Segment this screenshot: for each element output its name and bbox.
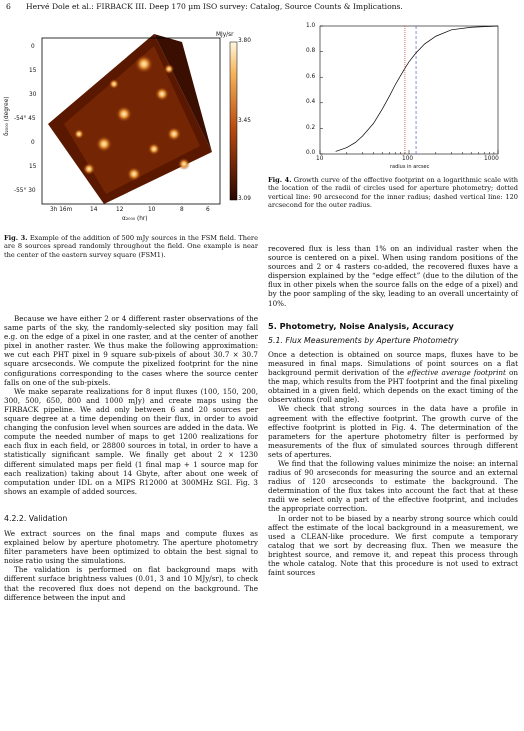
fig3-colorbar-tick: 3.45 xyxy=(238,118,251,124)
fig3-x-tick: 14 xyxy=(90,207,98,213)
fig3-y-tick: 30 xyxy=(29,92,37,98)
running-title: Hervé Dole et al.: FIRBACK III. Deep 170 µm ISO survey: Catalog, Source Counts & Implications. xyxy=(26,2,403,11)
figure-3 xyxy=(4,24,258,224)
fig4-x-tick: 1000 xyxy=(484,156,499,162)
fig3-colorbar-title: MJy/sr xyxy=(216,32,234,38)
fig4-caption-text: Growth curve of the effective footprint on a logarithmic scale with the location of the radii of circles used for aperture photometry; dotted vertical line: 90 arcsecond for the inner radius; dashed vertical line: 120 arcsecond for the outer radius. xyxy=(268,176,518,209)
fig4-caption xyxy=(268,176,518,209)
text-run: on the map, which results from the PHT footprint and the final pixeling obtained in a given field, which depends on the exact timing of the observations (roll angle). xyxy=(268,368,518,405)
paragraph: recovered flux is less than 1% on an individual raster when the source is centered on a pixel. When using random positions of the sources and 2 or 4 rasters co-added, the recovered fluxes have a dispersion explained by the “edge effect” (due to the dilution of the flux in other pixels when the source falls on the edge of a pixel) and by the poor sampling of the sky, leading to an overall uncertainty of 10%. xyxy=(268,244,518,308)
fig3-x-tick: 3h 16m xyxy=(50,207,73,213)
fig4-y-tick: 0.8 xyxy=(306,48,316,54)
paragraph: We find that the following values minimize the noise: an internal radius of 90 arcseconds for measuring the source and an external radius of 120 arcseconds to estimate the background. The determination of the flux takes into account the fact that at these radii we select only a part of the effective footprint, and includes the appropriate correction. xyxy=(268,458,518,514)
fig4-y-tick: 1.0 xyxy=(306,23,316,29)
section-heading-5-1: 5.1. Flux Measurements by Aperture Photometry xyxy=(268,335,459,345)
fig3-colorbar-tick: 3.80 xyxy=(238,38,251,44)
emphasis: effective average footprint xyxy=(407,368,506,378)
paragraph: Because we have either 2 or 4 different raster observations of the same parts of the sky, the randomly-selected sky position may fall e.g. on the edge of a pixel in one raster, and at the center of another pixel in another raster. We thus make the following approximation: we cut each PHT pixel in 9 square sub-pixels of about 30.7 × 30.7 square arcseconds. We compute the pixelized footprint for the nine configurations corresponding to the cases where the source center falls on one of the sub-pixels. xyxy=(4,314,258,387)
fig3-map xyxy=(4,24,258,224)
fig3-x-tick: 10 xyxy=(148,207,156,213)
fig3-y-tick: 15 xyxy=(29,68,37,74)
fig4-chart xyxy=(306,22,502,172)
right-column xyxy=(268,244,518,577)
fig4-x-tick: 100 xyxy=(402,156,414,162)
fig4-y-tick: 0.0 xyxy=(306,150,316,156)
fig4-y-tick: 0.6 xyxy=(306,74,316,80)
fig3-x-tick: 12 xyxy=(116,207,124,213)
section-heading-validation: 4.2.2. Validation xyxy=(4,513,68,523)
section-heading-5: 5. Photometry, Noise Analysis, Accuracy xyxy=(268,320,454,331)
fig4-y-tick: 0.2 xyxy=(306,125,316,131)
left-column xyxy=(4,314,258,602)
fig4-growth-curve xyxy=(336,26,498,151)
fig3-caption-text: Example of the addition of 500 mJy sources in the FSM field. There are 8 sources spread randomly throughout the field. One example is near the center of the eastern survey square (FSM1). xyxy=(4,234,258,259)
fig3-y-tick: -55° 30 xyxy=(14,188,36,194)
paragraph: The validation is performed on flat background maps with different surface brightness values (0.01, 3 and 10 MJy/sr), to check that the recovered flux does not depend on the background. The difference between the input and xyxy=(4,565,258,602)
fig3-y-tick: 0 xyxy=(31,44,35,50)
paragraph: We extract sources on the final maps and compute fluxes as explained below by aperture photometry. The aperture photometry filter parameters have been optimized to obtain the best signal to noise ratio using the simulations. xyxy=(4,528,258,566)
fig3-colorbar xyxy=(230,42,237,200)
fig3-x-tick: 8 xyxy=(180,207,184,213)
fig3-map-image xyxy=(48,34,212,204)
fig4-x-label: radius in arcsec xyxy=(390,164,430,170)
fig4-caption-label: Fig. 4. xyxy=(268,176,292,184)
paragraph: In order not to be biased by a nearby strong source which could affect the estimate of the local background in a measurement, we used a CLEAN-like procedure. We first compute a temporary catalog that we sort by decreasing flux. Then we measure the brightest source, and remove it, and repeat this process through the whole catalog. Note that this procedure is not used to extract faint sources xyxy=(268,513,518,578)
fig3-y-tick: -54° 45 xyxy=(14,116,36,122)
fig4-y-tick: 0.4 xyxy=(306,99,316,105)
fig3-x-tick: 6 xyxy=(206,207,210,213)
paragraph: We make separate realizations for 8 input fluxes (100, 150, 200, 300, 500, 650, 800 and 1000 mJy) and create maps using the FIRBACK pipeline. We add only between 6 and 20 sources per square degree at a time depending on their flux, in order to avoid changing the confusion level when sources are added in the data. We compute the needed number of maps to get 1200 realizations for each flux in each field, or 28800 sources in total, in order to have a statistically significant sample. We finally get about 2 × 1230 different simulated maps per field (1 final map + 1 source map for each realization) taking about 14 Gbyte, after about one week of computation under IDL on a MIPS R12000 at 300MHz SGI. Fig. 3 shows an example of added sources. xyxy=(4,386,258,496)
paragraph xyxy=(268,350,518,405)
fig3-caption-label: Fig. 3. xyxy=(4,234,28,242)
figure-4 xyxy=(306,22,502,172)
fig4-axes-frame xyxy=(320,26,498,154)
fig3-y-tick: 0 xyxy=(31,140,35,146)
page-number: 6 xyxy=(6,2,11,11)
fig3-y-tick: 15 xyxy=(29,164,37,170)
text-run: Once a detection is obtained on source maps, fluxes have to be measured in final maps. Simulations of point sources on a flat background permit derivation of the xyxy=(268,349,518,378)
fig4-x-tick: 10 xyxy=(316,156,324,162)
fig3-caption xyxy=(4,234,258,259)
fig3-colorbar-tick: 3.09 xyxy=(238,196,251,202)
fig3-x-label: α₂₀₀₀ (hr) xyxy=(122,216,148,222)
fig3-y-label: δ₂₀₀₀ (degree) xyxy=(4,96,10,136)
paragraph: We check that strong sources in the data have a profile in agreement with the effective footprint. The growth curve of the effective footprint is plotted in Fig. 4. The determination of the parameters for the aperture photometry filter is performed by measurements of the flux of simulated sources through different sets of apertures. xyxy=(268,404,518,459)
